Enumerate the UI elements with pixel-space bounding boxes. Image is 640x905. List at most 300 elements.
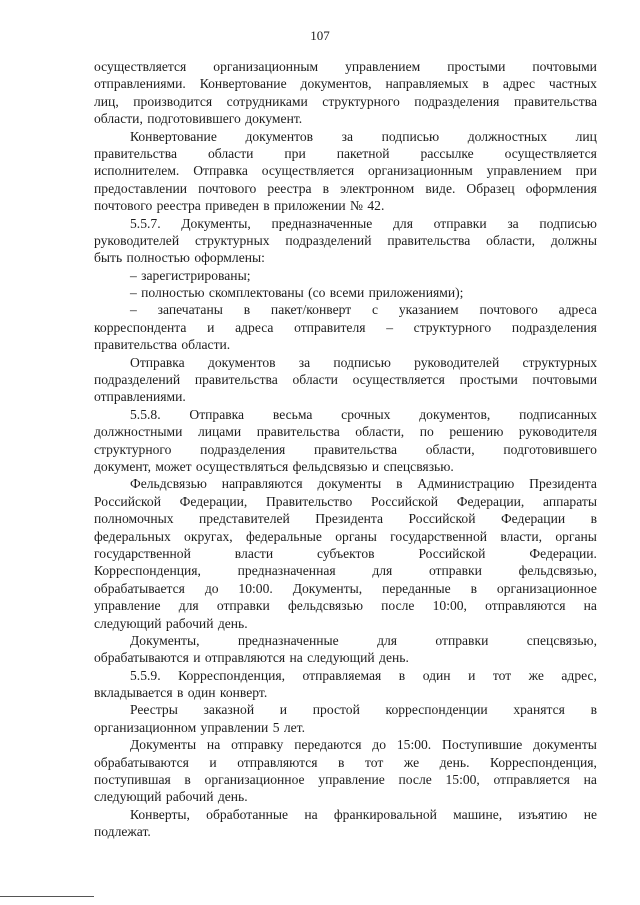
word: до — [204, 580, 219, 596]
word: корреспонденции — [385, 702, 488, 718]
word: Конверты, — [130, 806, 190, 822]
word: Федерации. — [529, 545, 597, 561]
word: Корреспонденция, — [94, 563, 201, 579]
paragraph-p11 — [94, 667, 597, 702]
word: обрабатывается — [94, 580, 185, 596]
word: органы — [555, 528, 597, 544]
word: отправляется — [493, 772, 570, 788]
word: в — [396, 476, 403, 492]
word: указанием — [398, 302, 459, 318]
word: должны — [550, 232, 597, 248]
footnote-separator — [0, 896, 94, 897]
word: же — [528, 667, 544, 683]
word: правительства — [256, 424, 340, 440]
word: Документы, — [181, 215, 251, 231]
word: обработанные — [206, 806, 289, 822]
word: же — [403, 754, 420, 770]
word: частных — [548, 76, 597, 92]
word: руководителей — [414, 354, 500, 370]
word: следующий — [94, 789, 162, 805]
word: рассылке — [420, 145, 474, 161]
word: лиц — [575, 128, 597, 144]
word: Федерации, — [179, 493, 248, 509]
word: – — [386, 319, 393, 335]
word: передаются — [294, 737, 362, 753]
word: Документы — [130, 737, 197, 753]
word: должностными — [94, 424, 183, 440]
paragraph-p4 — [94, 267, 597, 284]
text-line — [94, 301, 597, 318]
word: государственной — [390, 528, 488, 544]
word: структурного — [413, 319, 492, 335]
text-line — [94, 197, 597, 214]
paragraph-p5 — [94, 284, 597, 301]
word: рабочий — [165, 615, 214, 631]
word: руководителя — [518, 424, 597, 440]
word: срочных — [341, 406, 391, 422]
word: производится — [133, 93, 213, 109]
word: субъектов — [317, 545, 375, 561]
word: области — [207, 145, 254, 161]
word: зарегистрированы; — [141, 267, 251, 283]
word: один — [187, 685, 216, 701]
paragraph-p1 — [94, 58, 597, 128]
word: следующий — [94, 615, 162, 631]
word: для — [372, 563, 393, 579]
word: должностных — [467, 128, 548, 144]
word: правительства — [94, 337, 178, 353]
word: в — [322, 180, 330, 196]
word: организационным — [213, 59, 319, 74]
word: машине, — [453, 806, 503, 822]
text-line — [94, 649, 597, 666]
word: оформлены: — [194, 250, 265, 266]
word: адрес, — [561, 667, 597, 683]
word: и — [193, 650, 201, 666]
word: документы — [317, 476, 382, 492]
word: корреспондента — [94, 319, 187, 335]
text-line — [94, 441, 597, 458]
word: 5.5.8. — [130, 406, 161, 422]
word: обрабатываются — [94, 650, 189, 666]
word: Отправка — [193, 163, 248, 179]
paragraph-p6 — [94, 301, 597, 353]
word: отправлениями. — [94, 76, 186, 92]
word: пакетной — [336, 145, 390, 161]
word: в — [176, 685, 184, 701]
word: управление — [318, 772, 385, 788]
word: всеми — [329, 285, 365, 301]
word: день. — [439, 754, 470, 770]
word: подразделения — [414, 93, 500, 109]
word: в — [263, 198, 270, 214]
word: документ. — [245, 111, 303, 127]
word: виде. — [425, 180, 456, 196]
word: фельдсвязью — [287, 598, 363, 614]
paragraph-p7 — [94, 354, 597, 406]
text-line — [94, 406, 597, 423]
word: один — [422, 667, 451, 683]
word: почтового — [479, 302, 538, 318]
word: день. — [379, 650, 409, 666]
word: структурных — [194, 232, 270, 248]
word: власти — [234, 545, 274, 561]
text-line — [94, 232, 597, 249]
word: приведен — [205, 198, 259, 214]
text-line — [94, 180, 597, 197]
word: подписью — [333, 354, 391, 370]
word: отправителя — [294, 319, 366, 335]
word: адреса — [558, 302, 597, 318]
word: изъятию — [518, 806, 568, 822]
word: подразделений — [94, 372, 181, 388]
text-line — [94, 128, 597, 145]
text-line — [94, 788, 597, 805]
word: документ, — [94, 458, 151, 474]
word: не — [583, 806, 597, 822]
word: Конвертование — [130, 128, 217, 144]
word: структурного — [322, 93, 400, 109]
word: за — [298, 354, 311, 370]
word: федеральные — [245, 528, 322, 544]
word: в — [184, 772, 191, 788]
word: организационном — [94, 719, 197, 735]
word: управлении — [200, 719, 269, 735]
text-line — [94, 336, 597, 353]
word: отправки — [435, 632, 489, 648]
paragraph-p8 — [94, 406, 597, 476]
word: Президента — [529, 476, 597, 492]
word: хранятся — [513, 702, 565, 718]
word: на — [206, 737, 221, 753]
word: Российской — [94, 493, 161, 509]
text-line — [94, 684, 597, 701]
word: правительства — [94, 145, 178, 161]
text-line — [94, 562, 597, 579]
word: в — [398, 667, 406, 683]
word: предоставлении — [94, 180, 188, 196]
word: подписью — [539, 215, 597, 231]
word: Документы, — [130, 632, 200, 648]
text-line — [94, 267, 597, 284]
word: структурных — [522, 354, 597, 370]
word: спецсвязью. — [383, 458, 454, 474]
word: подписью — [381, 128, 440, 144]
word: простыми — [447, 59, 506, 74]
word: подлежат. — [94, 824, 151, 840]
word: реестра — [267, 180, 312, 196]
word: адреса — [235, 319, 274, 335]
word: Правительство — [265, 493, 353, 509]
word: области, — [425, 441, 475, 457]
word: поступившая — [94, 772, 171, 788]
text-line — [94, 528, 597, 545]
word: 15:00, — [445, 772, 480, 788]
word: 15:00. — [396, 737, 432, 753]
word: франкировальной — [333, 806, 437, 822]
word: области. — [181, 337, 231, 353]
word: почтовыми — [532, 59, 597, 74]
word: (со — [308, 285, 326, 301]
word: пакет/конверт — [270, 302, 352, 318]
text-line — [94, 545, 597, 562]
word: фельдсвязью, — [518, 563, 597, 579]
word: документов, — [300, 76, 372, 92]
word: аппараты — [542, 493, 597, 509]
text-line — [94, 58, 597, 75]
text-line — [94, 580, 597, 597]
word: при — [284, 145, 306, 161]
word: фельдсвязью — [292, 458, 368, 474]
word: подразделения — [200, 441, 286, 457]
text-line — [94, 615, 597, 632]
word: по — [419, 424, 434, 440]
word: день. — [217, 789, 248, 805]
word: подготовившего — [147, 111, 241, 127]
word: день. — [217, 615, 248, 631]
word: правительства — [314, 441, 398, 457]
text-line — [94, 162, 597, 179]
word: – — [130, 302, 137, 318]
word: Корреспонденция, — [490, 754, 597, 770]
word: отправляются — [237, 754, 318, 770]
word: Отправка — [189, 406, 245, 422]
word: вкладывается — [94, 685, 173, 701]
word: и — [468, 667, 476, 683]
text-line — [94, 806, 597, 823]
word: оформления — [525, 180, 597, 196]
word: 5.5.9. — [130, 667, 161, 683]
text-line — [94, 597, 597, 614]
word: организационное — [496, 580, 597, 596]
paragraph-p14 — [94, 806, 597, 841]
word: области, — [355, 424, 405, 440]
word: сотрудниками — [226, 93, 308, 109]
word: в — [243, 302, 251, 318]
word: организационное — [204, 772, 305, 788]
word: может — [155, 458, 192, 474]
word: Федерации — [500, 511, 566, 527]
word: подписанных — [519, 406, 597, 422]
word: Реестры — [130, 702, 178, 718]
word: простой — [312, 702, 360, 718]
word: тот — [365, 754, 384, 770]
word: за — [341, 128, 354, 144]
word: осуществляется — [94, 59, 187, 74]
word: организационным — [367, 163, 473, 179]
word: представителей — [199, 511, 290, 527]
text-line — [94, 493, 597, 510]
word: осуществляется — [261, 163, 355, 179]
word: на — [583, 598, 597, 614]
word: Администрацию — [417, 476, 515, 492]
word: для — [393, 215, 413, 231]
word: Корреспонденция, — [178, 667, 286, 683]
text-line — [94, 371, 597, 388]
word: до — [372, 737, 387, 753]
word: следующий — [307, 650, 375, 666]
text-line — [94, 475, 597, 492]
text-line — [94, 319, 597, 336]
word: руководителей — [94, 232, 180, 248]
word: 5 — [272, 719, 280, 735]
word: Российской — [418, 545, 486, 561]
word: власти, — [500, 528, 543, 544]
word: предназначенные — [237, 632, 339, 648]
text-line — [94, 823, 597, 840]
word: подразделений — [285, 232, 372, 248]
word: отправляются — [204, 650, 286, 666]
word: весьма — [272, 406, 313, 422]
word: и — [209, 754, 217, 770]
word: отправлениями. — [94, 389, 186, 405]
text-line — [94, 145, 597, 162]
word: осуществляется — [352, 372, 445, 388]
text-line — [94, 75, 597, 92]
text-line — [94, 510, 597, 527]
word: в — [338, 754, 345, 770]
word: Конвертование — [199, 76, 287, 92]
word: спецсвязью, — [526, 632, 597, 648]
word: 10:00. — [238, 580, 273, 596]
word: приложениями); — [368, 285, 464, 301]
word: и — [371, 458, 380, 474]
word: Отправка — [130, 354, 185, 370]
text-line — [94, 667, 597, 684]
page-number: 107 — [310, 28, 330, 43]
word: отправку — [231, 737, 284, 753]
word: управление — [94, 598, 161, 614]
text-line — [94, 354, 597, 371]
text-line — [94, 249, 597, 266]
text-line — [94, 388, 597, 405]
word: Президента — [315, 511, 384, 527]
word: рабочий — [165, 789, 214, 805]
text-line — [94, 771, 597, 788]
text-line — [94, 284, 597, 301]
word: Поступившие — [442, 737, 523, 753]
word: исполнителем. — [94, 163, 180, 179]
word: области, — [94, 111, 143, 127]
word: в — [590, 702, 597, 718]
word: направляемых — [385, 76, 469, 92]
word: направляются — [221, 476, 303, 492]
text-line — [94, 423, 597, 440]
word: в — [470, 580, 478, 596]
word: структурного — [94, 441, 172, 457]
word: № — [350, 198, 364, 214]
text-line — [94, 701, 597, 718]
word: управлением — [345, 59, 421, 74]
word: запечатаны — [157, 302, 223, 318]
word: Российской — [371, 493, 439, 509]
word: быть — [94, 250, 123, 266]
word: осуществляется — [504, 145, 597, 161]
word: округах, — [184, 528, 233, 544]
word: для — [377, 632, 398, 648]
word: реестра — [156, 198, 201, 214]
word: 42. — [367, 198, 385, 214]
word: полностью — [126, 250, 190, 266]
word: с — [371, 302, 379, 318]
word: почтового — [94, 198, 153, 214]
word: лиц, — [94, 93, 119, 109]
text-line — [94, 93, 597, 110]
word: на — [304, 806, 318, 822]
word: 10:00, — [432, 598, 467, 614]
word: заказной — [203, 702, 255, 718]
word: тот — [492, 667, 512, 683]
word: – — [130, 285, 137, 301]
word: на — [583, 772, 597, 788]
word: простыми — [459, 372, 518, 388]
word: в — [482, 76, 489, 92]
word: правительства — [194, 372, 278, 388]
word: переданные — [382, 580, 451, 596]
word: предназначенная — [237, 563, 336, 579]
word: подготовившего — [503, 441, 597, 457]
word: 5.5.7. — [130, 215, 161, 231]
word: федеральных — [94, 528, 171, 544]
word: Фельдсвязью — [130, 476, 207, 492]
word: для — [178, 598, 199, 614]
word: почтового — [198, 180, 257, 196]
paragraph-p12 — [94, 701, 597, 736]
word: электронном — [340, 180, 415, 196]
word: предназначенные — [271, 215, 373, 231]
word: документов — [207, 354, 276, 370]
paragraph-p13 — [94, 736, 597, 806]
word: и — [207, 319, 215, 335]
paragraph-p10 — [94, 632, 597, 667]
word: при — [575, 163, 597, 179]
text-line — [94, 632, 597, 649]
word: области — [292, 372, 338, 388]
word: документы — [533, 737, 597, 753]
word: после — [381, 598, 415, 614]
word: Федерации, — [456, 493, 525, 509]
text-line — [94, 736, 597, 753]
word: осуществляться — [195, 458, 289, 474]
word: и — [279, 702, 288, 718]
word: обрабатываются — [94, 754, 189, 770]
word: приложении — [274, 198, 346, 214]
word: за — [507, 215, 519, 231]
word: полномочных — [94, 511, 174, 527]
word: отправки — [433, 215, 487, 231]
word: области, — [486, 232, 535, 248]
word: документов — [245, 128, 314, 144]
word: адрес — [502, 76, 535, 92]
text-line — [94, 110, 597, 127]
word: полностью — [141, 285, 205, 301]
paragraph-p3 — [94, 215, 597, 267]
word: Документы, — [292, 580, 363, 596]
word: управлением — [486, 163, 562, 179]
document-body — [94, 58, 597, 841]
word: после — [398, 772, 432, 788]
word: скомплектованы — [208, 285, 304, 301]
word: отправки — [216, 598, 270, 614]
word: почтовыми — [532, 372, 597, 388]
word: правительства — [513, 93, 597, 109]
word: государственной — [94, 545, 191, 561]
word: документов, — [419, 406, 491, 422]
word: подразделения — [511, 319, 597, 335]
word: Образец — [466, 180, 515, 196]
text-line — [94, 458, 597, 475]
text-line — [94, 719, 597, 736]
